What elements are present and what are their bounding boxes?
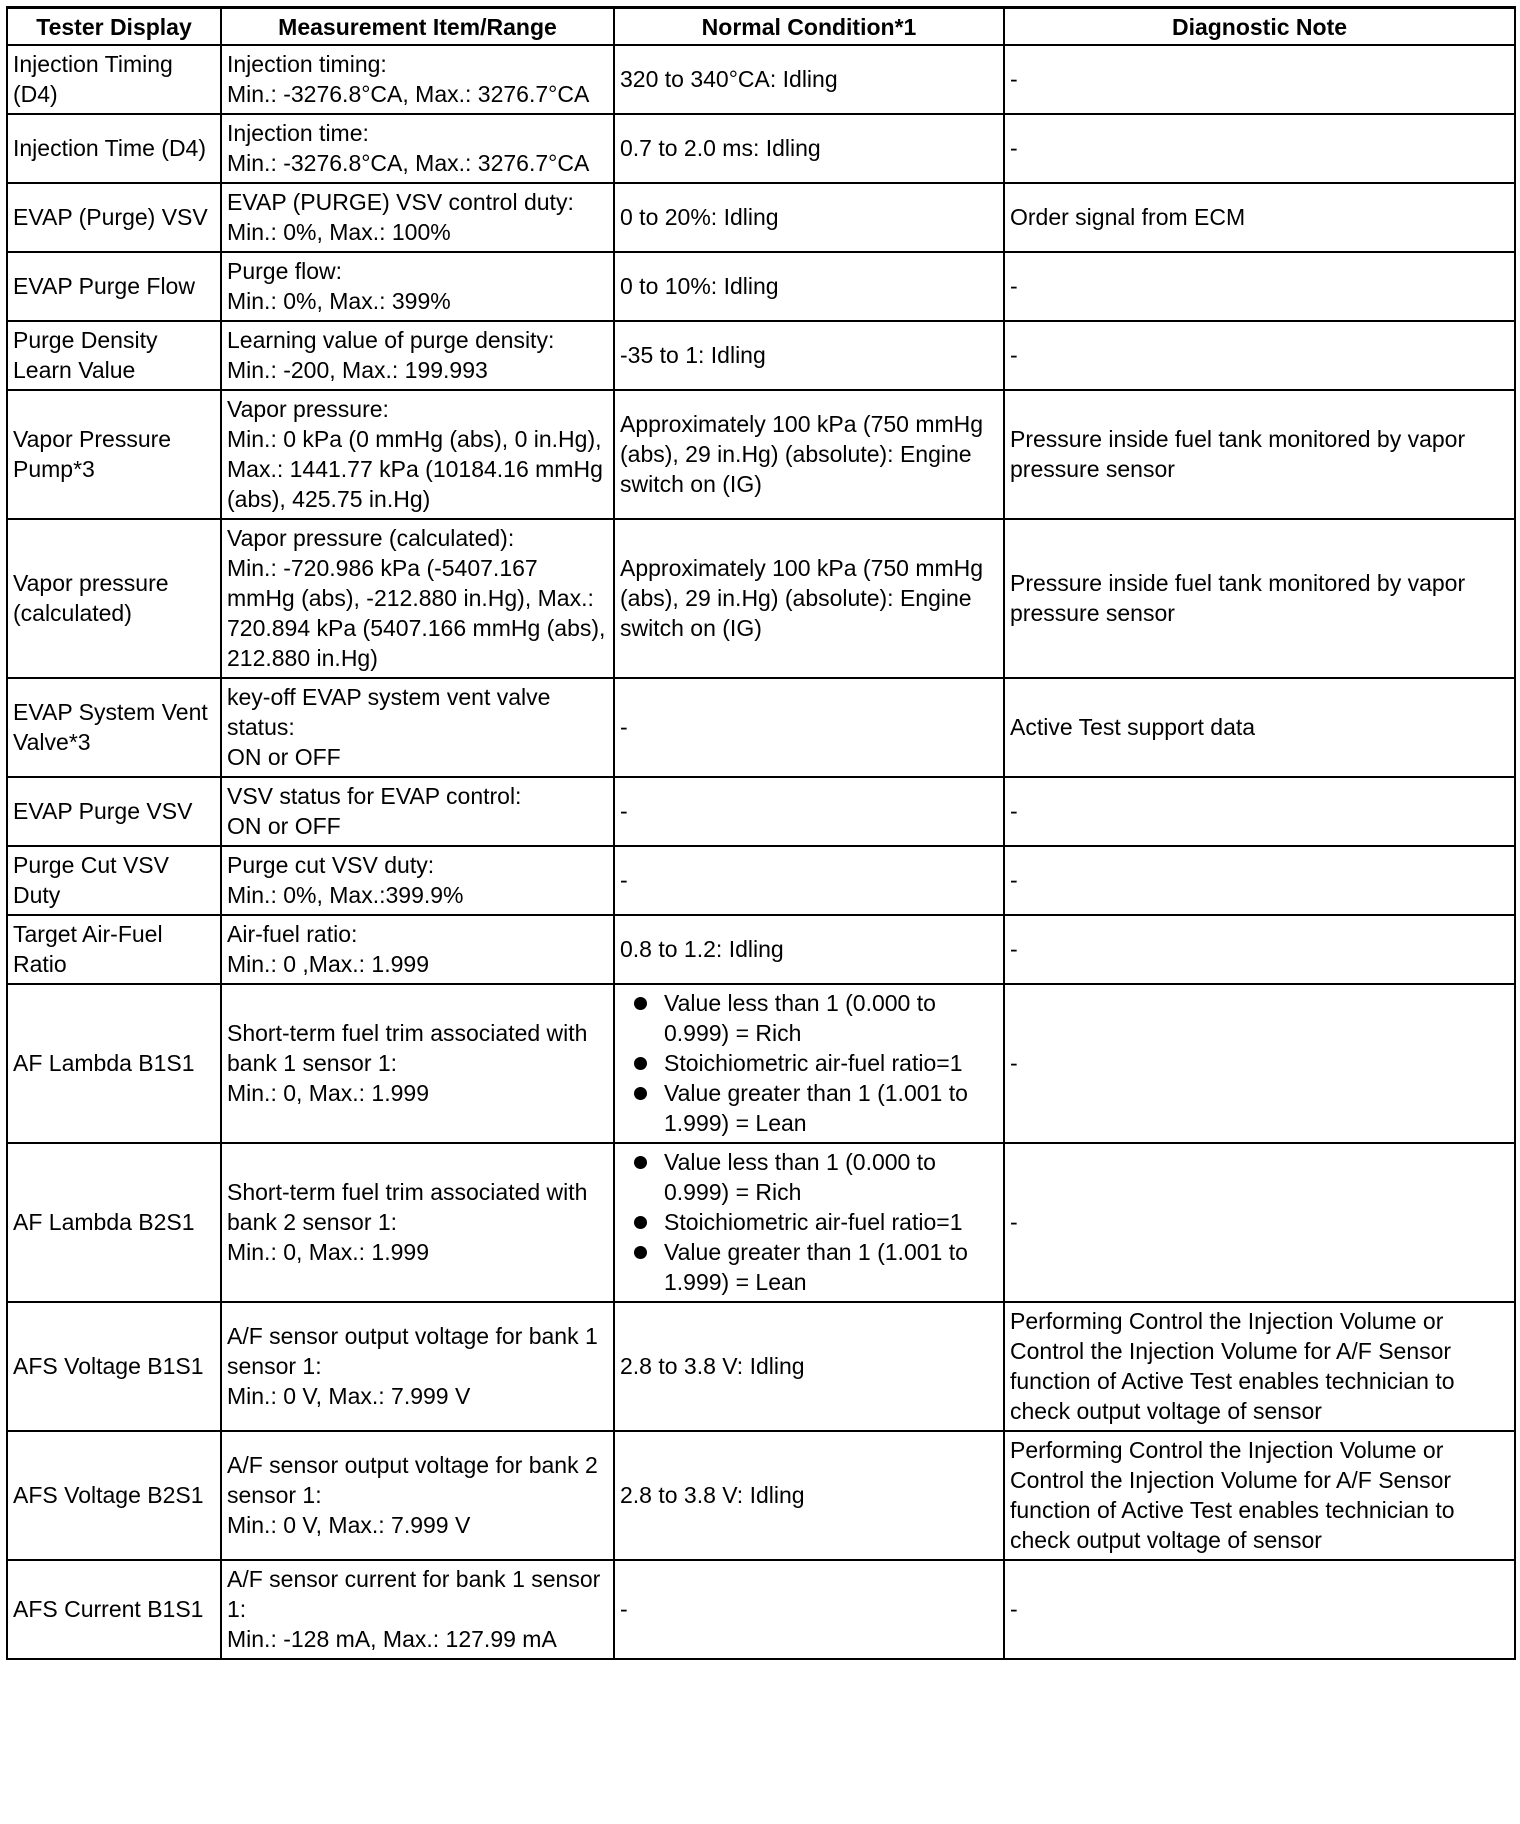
cell-measurement-item <box>221 45 614 114</box>
list-item <box>620 1078 998 1138</box>
header-diagnostic-note: Diagnostic Note <box>1004 8 1515 46</box>
bullet-text: Value less than 1 (0.000 to 0.999) = Rich <box>664 1149 936 1205</box>
measurement-line: Short-term fuel trim associated with bank 2 sensor 1: <box>227 1179 588 1235</box>
cell-normal-condition: - <box>614 1560 1004 1659</box>
measurement-line: A/F sensor current for bank 1 sensor 1: <box>227 1566 601 1622</box>
measurement-line: Short-term fuel trim associated with bank 1 sensor 1: <box>227 1020 588 1076</box>
measurement-line: Min.: 0 kPa (0 mmHg (abs), 0 in.Hg), Max.: 1441.77 kPa (10184.16 mmHg (abs), 425.75 in.Hg) <box>227 426 603 512</box>
table-row <box>7 1302 1515 1431</box>
measurement-line: Min.: -720.986 kPa (-5407.167 mmHg (abs), -212.880 in.Hg), Max.: 720.894 kPa (5407.166 mmHg (abs), 212.880 in.Hg) <box>227 555 606 671</box>
table-row <box>7 252 1515 321</box>
cell-tester-display: AFS Voltage B2S1 <box>7 1431 221 1560</box>
cell-normal-condition <box>614 1143 1004 1302</box>
measurement-line: VSV status for EVAP control: <box>227 783 522 809</box>
measurement-line: Injection timing: <box>227 51 387 77</box>
cell-normal-condition: 0 to 20%: Idling <box>614 183 1004 252</box>
cell-diagnostic-note: Pressure inside fuel tank monitored by vapor pressure sensor <box>1004 519 1515 678</box>
list-item <box>620 988 998 1048</box>
list-item <box>620 1048 998 1078</box>
bullet-dot-icon <box>634 1216 647 1229</box>
cell-normal-condition: 0.8 to 1.2: Idling <box>614 915 1004 984</box>
table-row <box>7 984 1515 1143</box>
bullet-text: Stoichiometric air-fuel ratio=1 <box>664 1209 963 1235</box>
table-row <box>7 321 1515 390</box>
measurement-line: Min.: -200, Max.: 199.993 <box>227 357 488 383</box>
bullet-dot-icon <box>634 1156 647 1169</box>
cell-diagnostic-note: - <box>1004 1143 1515 1302</box>
measurement-line: Injection time: <box>227 120 369 146</box>
cell-diagnostic-note: - <box>1004 321 1515 390</box>
cell-tester-display: Vapor pressure (calculated) <box>7 519 221 678</box>
table-row <box>7 1560 1515 1659</box>
measurement-line: ON or OFF <box>227 744 341 770</box>
cell-diagnostic-note: - <box>1004 915 1515 984</box>
measurement-line: Min.: 0, Max.: 1.999 <box>227 1080 429 1106</box>
header-tester-display: Tester Display <box>7 8 221 46</box>
table-row <box>7 114 1515 183</box>
bullet-dot-icon <box>634 1057 647 1070</box>
header-measurement-item: Measurement Item/Range <box>221 8 614 46</box>
measurement-line: Min.: 0 ,Max.: 1.999 <box>227 951 429 977</box>
cell-normal-condition: Approximately 100 kPa (750 mmHg (abs), 29 in.Hg) (absolute): Engine switch on (IG) <box>614 390 1004 519</box>
cell-diagnostic-note: - <box>1004 846 1515 915</box>
cell-normal-condition: 2.8 to 3.8 V: Idling <box>614 1431 1004 1560</box>
cell-diagnostic-note: Performing Control the Injection Volume or Control the Injection Volume for A/F Sensor function of Active Test enables technician to check output voltage of sensor <box>1004 1302 1515 1431</box>
list-item <box>620 1207 998 1237</box>
list-item <box>620 1237 998 1297</box>
normal-condition-list <box>620 1147 998 1297</box>
cell-diagnostic-note: - <box>1004 45 1515 114</box>
measurement-line: A/F sensor output voltage for bank 2 sensor 1: <box>227 1452 598 1508</box>
cell-tester-display: AFS Voltage B1S1 <box>7 1302 221 1431</box>
table-row <box>7 846 1515 915</box>
cell-normal-condition <box>614 984 1004 1143</box>
cell-diagnostic-note: - <box>1004 1560 1515 1659</box>
cell-measurement-item <box>221 846 614 915</box>
cell-diagnostic-note: - <box>1004 252 1515 321</box>
cell-normal-condition: - <box>614 777 1004 846</box>
measurement-line: Min.: -128 mA, Max.: 127.99 mA <box>227 1626 557 1652</box>
cell-measurement-item <box>221 114 614 183</box>
measurement-line: Vapor pressure (calculated): <box>227 525 515 551</box>
table-row <box>7 45 1515 114</box>
cell-normal-condition: - <box>614 846 1004 915</box>
table-row <box>7 915 1515 984</box>
normal-condition-list <box>620 988 998 1138</box>
header-normal-condition: Normal Condition*1 <box>614 8 1004 46</box>
table-row <box>7 1431 1515 1560</box>
measurement-line: Min.: -3276.8°CA, Max.: 3276.7°CA <box>227 150 590 176</box>
cell-measurement-item <box>221 321 614 390</box>
cell-tester-display: Injection Timing (D4) <box>7 45 221 114</box>
cell-measurement-item <box>221 984 614 1143</box>
cell-measurement-item <box>221 1431 614 1560</box>
cell-diagnostic-note: - <box>1004 777 1515 846</box>
cell-normal-condition: -35 to 1: Idling <box>614 321 1004 390</box>
measurement-line: Vapor pressure: <box>227 396 389 422</box>
measurement-line: Min.: 0%, Max.: 399% <box>227 288 451 314</box>
cell-measurement-item <box>221 390 614 519</box>
cell-measurement-item <box>221 519 614 678</box>
cell-normal-condition: 0.7 to 2.0 ms: Idling <box>614 114 1004 183</box>
measurement-line: Min.: -3276.8°CA, Max.: 3276.7°CA <box>227 81 590 107</box>
cell-tester-display: EVAP Purge Flow <box>7 252 221 321</box>
cell-normal-condition: 0 to 10%: Idling <box>614 252 1004 321</box>
cell-tester-display: Target Air-Fuel Ratio <box>7 915 221 984</box>
cell-tester-display: Purge Density Learn Value <box>7 321 221 390</box>
measurement-line: EVAP (PURGE) VSV control duty: <box>227 189 574 215</box>
cell-normal-condition: 2.8 to 3.8 V: Idling <box>614 1302 1004 1431</box>
cell-measurement-item <box>221 183 614 252</box>
bullet-text: Value greater than 1 (1.001 to 1.999) = Lean <box>664 1239 968 1295</box>
cell-tester-display: AF Lambda B2S1 <box>7 1143 221 1302</box>
cell-normal-condition: - <box>614 678 1004 777</box>
bullet-dot-icon <box>634 997 647 1010</box>
table-row <box>7 777 1515 846</box>
bullet-text: Value less than 1 (0.000 to 0.999) = Rich <box>664 990 936 1046</box>
cell-measurement-item <box>221 678 614 777</box>
cell-normal-condition: 320 to 340°CA: Idling <box>614 45 1004 114</box>
cell-measurement-item <box>221 915 614 984</box>
bullet-text: Value greater than 1 (1.001 to 1.999) = Lean <box>664 1080 968 1136</box>
measurement-line: Min.: 0 V, Max.: 7.999 V <box>227 1512 471 1538</box>
table-row <box>7 1143 1515 1302</box>
cell-diagnostic-note: - <box>1004 984 1515 1143</box>
cell-tester-display: EVAP Purge VSV <box>7 777 221 846</box>
list-item <box>620 1147 998 1207</box>
table-row <box>7 519 1515 678</box>
cell-measurement-item <box>221 777 614 846</box>
bullet-dot-icon <box>634 1087 647 1100</box>
cell-tester-display: EVAP (Purge) VSV <box>7 183 221 252</box>
cell-tester-display: AF Lambda B1S1 <box>7 984 221 1143</box>
cell-tester-display: Purge Cut VSV Duty <box>7 846 221 915</box>
measurement-line: Purge flow: <box>227 258 343 284</box>
cell-diagnostic-note: Performing Control the Injection Volume or Control the Injection Volume for A/F Sensor function of Active Test enables technician to check output voltage of sensor <box>1004 1431 1515 1560</box>
cell-measurement-item <box>221 1560 614 1659</box>
measurement-line: Purge cut VSV duty: <box>227 852 435 878</box>
measurement-line: A/F sensor output voltage for bank 1 sensor 1: <box>227 1323 598 1379</box>
cell-tester-display: AFS Current B1S1 <box>7 1560 221 1659</box>
header-row <box>7 8 1515 46</box>
cell-measurement-item <box>221 252 614 321</box>
cell-diagnostic-note: Order signal from ECM <box>1004 183 1515 252</box>
cell-diagnostic-note: - <box>1004 114 1515 183</box>
cell-measurement-item <box>221 1302 614 1431</box>
measurement-line: Learning value of purge density: <box>227 327 555 353</box>
cell-tester-display: EVAP System Vent Valve*3 <box>7 678 221 777</box>
cell-diagnostic-note: Active Test support data <box>1004 678 1515 777</box>
data-list-table <box>6 6 1516 1660</box>
table-row <box>7 390 1515 519</box>
measurement-line: Min.: 0, Max.: 1.999 <box>227 1239 429 1265</box>
measurement-line: Air-fuel ratio: <box>227 921 358 947</box>
table-body <box>7 45 1515 1659</box>
cell-normal-condition: Approximately 100 kPa (750 mmHg (abs), 29 in.Hg) (absolute): Engine switch on (IG) <box>614 519 1004 678</box>
bullet-dot-icon <box>634 1246 647 1259</box>
cell-tester-display: Injection Time (D4) <box>7 114 221 183</box>
cell-diagnostic-note: Pressure inside fuel tank monitored by vapor pressure sensor <box>1004 390 1515 519</box>
measurement-line: Min.: 0 V, Max.: 7.999 V <box>227 1383 471 1409</box>
measurement-line: ON or OFF <box>227 813 341 839</box>
cell-tester-display: Vapor Pressure Pump*3 <box>7 390 221 519</box>
measurement-line: key-off EVAP system vent valve status: <box>227 684 551 740</box>
cell-measurement-item <box>221 1143 614 1302</box>
table-row <box>7 678 1515 777</box>
bullet-text: Stoichiometric air-fuel ratio=1 <box>664 1050 963 1076</box>
measurement-line: Min.: 0%, Max.: 100% <box>227 219 451 245</box>
table-row <box>7 183 1515 252</box>
measurement-line: Min.: 0%, Max.:399.9% <box>227 882 464 908</box>
